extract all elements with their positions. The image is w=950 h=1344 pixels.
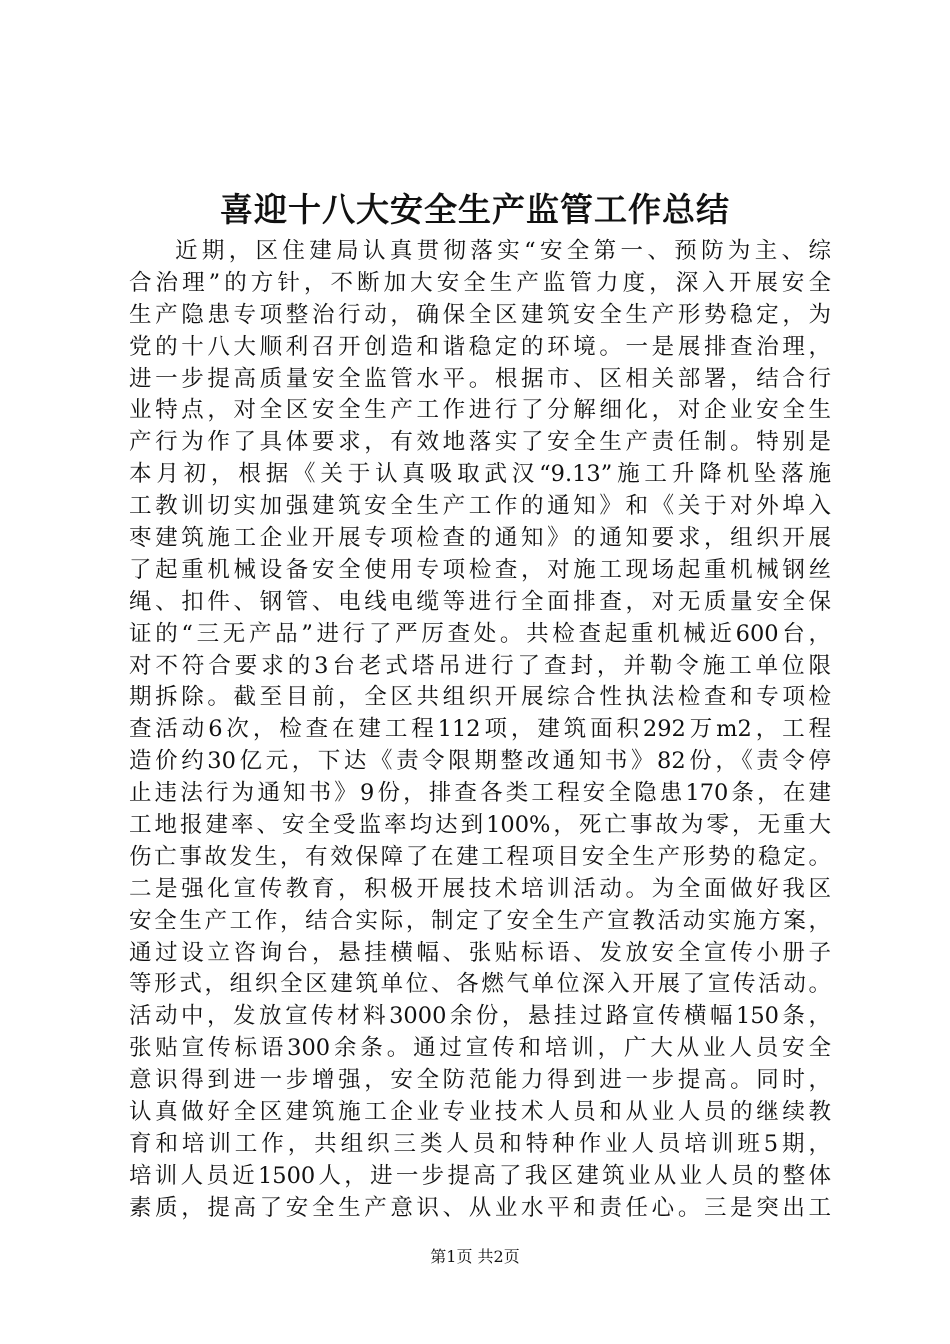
body-line: 培训人员近1500人，进一步提高了我区建筑业从业人员的整体: [129, 1162, 831, 1189]
body-line: 进一步提高质量安全监管水平。根据市、区相关部署，结合行: [129, 365, 831, 392]
document-body: [129, 236, 831, 1225]
body-line: 育和培训工作，共组织三类人员和特种作业人员培训班5期，: [129, 1130, 831, 1157]
body-line: 对不符合要求的3台老式塔吊进行了查封，并勒令施工单位限: [129, 652, 831, 679]
body-line: 查活动6次，检查在建工程112项，建筑面积292万m2，工程: [129, 716, 831, 743]
body-line: 产行为作了具体要求，有效地落实了安全生产责任制。特别是: [129, 429, 831, 456]
body-line: 绳、扣件、钢管、电线电缆等进行全面排查，对无质量安全保: [129, 588, 831, 615]
body-line: 张贴宣传标语300余条。通过宣传和培训，广大从业人员安全: [129, 1035, 831, 1062]
body-line: 伤亡事故发生，有效保障了在建工程项目安全生产形势的稳定。: [129, 843, 831, 870]
body-line: 工地报建率、安全受监率均达到100%，死亡事故为零，无重大: [129, 812, 831, 839]
body-line: 近期，区住建局认真贯彻落实“安全第一、预防为主、综: [175, 238, 831, 264]
body-line: 安全生产工作，结合实际，制定了安全生产宣教活动实施方案，: [129, 907, 831, 934]
body-line: 认真做好全区建筑施工企业专业技术人员和从业人员的继续教: [129, 1099, 831, 1126]
body-line: 期拆除。截至目前，全区共组织开展综合性执法检查和专项检: [129, 684, 831, 711]
body-line: 工教训切实加强建筑安全生产工作的通知》和《关于对外埠入: [129, 493, 831, 520]
body-line: 二是强化宣传教育，积极开展技术培训活动。为全面做好我区: [129, 875, 831, 902]
page-footer: 第1页 共2页: [430, 1247, 520, 1266]
body-line: 合治理”的方针，不断加大安全生产监管力度，深入开展安全: [129, 269, 831, 296]
body-line: 党的十八大顺利召开创造和谐稳定的环境。一是展排查治理，: [129, 333, 831, 360]
body-line: 本月初，根据《关于认真吸取武汉“9.13”施工升降机坠落施: [129, 461, 831, 488]
body-line: 业特点，对全区安全生产工作进行了分解细化，对企业安全生: [129, 397, 831, 424]
body-line: 造价约30亿元，下达《责令限期整改通知书》82份，《责令停: [129, 748, 831, 775]
body-line: 证的“三无产品”进行了严厉查处。共检查起重机械近600台，: [129, 620, 831, 647]
body-line: 活动中，发放宣传材料3000余份，悬挂过路宣传横幅150条，: [129, 1003, 831, 1030]
body-line: 止违法行为通知书》9份，排查各类工程安全隐患170条，在建: [129, 780, 831, 807]
body-line: 枣建筑施工企业开展专项检查的通知》的通知要求，组织开展: [129, 525, 831, 552]
body-line: 了起重机械设备安全使用专项检查，对施工现场起重机械钢丝: [129, 556, 831, 583]
body-line: 素质，提高了安全生产意识、从业水平和责任心。三是突出工: [129, 1194, 831, 1221]
document-title: 喜迎十八大安全生产监管工作总结: [220, 190, 730, 229]
body-line: 等形式，组织全区建筑单位、各燃气单位深入开展了宣传活动。: [129, 971, 831, 998]
body-line: 生产隐患专项整治行动，确保全区建筑安全生产形势稳定，为: [129, 301, 831, 328]
body-line: 通过设立咨询台，悬挂横幅、张贴标语、发放安全宣传小册子: [129, 939, 831, 966]
body-line: 意识得到进一步增强，安全防范能力得到进一步提高。同时，: [129, 1067, 831, 1094]
